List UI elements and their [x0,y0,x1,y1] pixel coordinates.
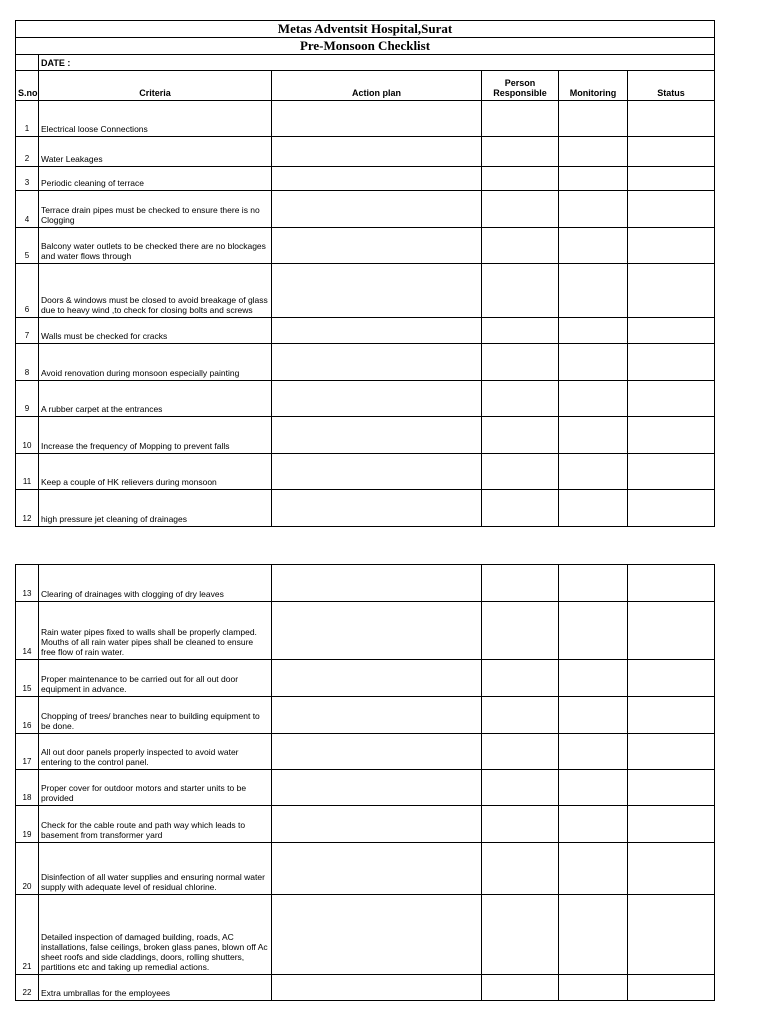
person-responsible-cell [482,697,559,734]
sno-cell: 7 [16,318,39,344]
table-row [16,565,715,602]
status-cell [628,381,715,417]
action-plan-cell [272,490,482,527]
person-responsible-cell [482,895,559,975]
sno-cell: 6 [16,264,39,318]
person-responsible-cell [482,381,559,417]
action-plan-cell [272,734,482,770]
sno-cell: 13 [16,565,39,602]
person-responsible-cell [482,565,559,602]
sno-cell: 3 [16,167,39,191]
person-responsible-cell [482,417,559,454]
status-cell [628,101,715,137]
hospital-title: Metas Adventsit Hospital,Surat [16,21,715,38]
status-cell [628,137,715,167]
criteria-cell: Terrace drain pipes must be checked to ensure there is no Clogging [39,191,272,228]
criteria-cell: Chopping of trees/ branches near to building equipment to be done. [39,697,272,734]
criteria-cell: Avoid renovation during monsoon especially painting [39,344,272,381]
criteria-cell: A rubber carpet at the entrances [39,381,272,417]
monitoring-cell [559,191,628,228]
table-row [16,191,715,228]
monitoring-cell [559,734,628,770]
monitoring-cell [559,770,628,806]
criteria-cell: Balcony water outlets to be checked there are no blockages and water flows through [39,228,272,264]
action-plan-cell [272,843,482,895]
table-row [16,454,715,490]
column-header-status: Status [628,71,715,101]
person-responsible-cell [482,167,559,191]
sno-cell: 10 [16,417,39,454]
action-plan-cell [272,167,482,191]
sno-cell: 2 [16,137,39,167]
table-row [16,806,715,843]
criteria-cell: Doors & windows must be closed to avoid breakage of glass due to heavy wind ,to check for closing bolts and screws [39,264,272,318]
action-plan-cell [272,228,482,264]
sno-cell: 12 [16,490,39,527]
status-cell [628,264,715,318]
person-responsible-cell [482,843,559,895]
sno-cell: 5 [16,228,39,264]
criteria-cell: Walls must be checked for cracks [39,318,272,344]
person-responsible-cell [482,490,559,527]
sno-cell: 20 [16,843,39,895]
monitoring-cell [559,381,628,417]
table-row [16,770,715,806]
table-row [16,228,715,264]
status-cell [628,191,715,228]
criteria-cell: All out door panels properly inspected to avoid water entering to the control panel. [39,734,272,770]
action-plan-cell [272,191,482,228]
monitoring-cell [559,101,628,137]
status-cell [628,602,715,660]
table-row [16,895,715,975]
sno-cell: 16 [16,697,39,734]
status-cell [628,697,715,734]
monitoring-cell [559,660,628,697]
sno-cell: 19 [16,806,39,843]
monitoring-cell [559,602,628,660]
criteria-cell: Increase the frequency of Mopping to prevent falls [39,417,272,454]
status-cell [628,454,715,490]
checklist-subtitle: Pre-Monsoon Checklist [16,38,715,55]
table-row [16,318,715,344]
table-row [16,660,715,697]
monitoring-cell [559,806,628,843]
action-plan-cell [272,381,482,417]
sno-cell: 17 [16,734,39,770]
status-cell [628,660,715,697]
table-row [16,344,715,381]
criteria-cell: Disinfection of all water supplies and ensuring normal water supply with adequate level of residual chlorine. [39,843,272,895]
table-row [16,381,715,417]
monitoring-cell [559,490,628,527]
sno-cell: 4 [16,191,39,228]
action-plan-cell [272,417,482,454]
action-plan-cell [272,895,482,975]
status-cell [628,344,715,381]
column-header-action-plan: Action plan [272,71,482,101]
action-plan-cell [272,318,482,344]
person-responsible-cell [482,318,559,344]
sno-cell: 22 [16,975,39,1001]
date-spacer-cell [16,55,39,71]
action-plan-cell [272,137,482,167]
criteria-cell: Rain water pipes fixed to walls shall be properly clamped. Mouths of all rain water pipes shall be cleaned to ensure free flow of rain water. [39,602,272,660]
table-row [16,602,715,660]
sno-cell: 21 [16,895,39,975]
action-plan-cell [272,101,482,137]
action-plan-cell [272,565,482,602]
criteria-cell: Extra umbrallas for the employees [39,975,272,1001]
table-row [16,137,715,167]
criteria-cell: Check for the cable route and path way which leads to basement from transformer yard [39,806,272,843]
person-responsible-cell [482,806,559,843]
criteria-cell: Proper maintenance to be carried out for all out door equipment in advance. [39,660,272,697]
table-row [16,417,715,454]
monitoring-cell [559,417,628,454]
person-responsible-cell [482,975,559,1001]
status-cell [628,770,715,806]
status-cell [628,228,715,264]
table-row [16,264,715,318]
sno-cell: 11 [16,454,39,490]
table-row [16,167,715,191]
person-responsible-cell [482,770,559,806]
status-cell [628,490,715,527]
monitoring-cell [559,167,628,191]
action-plan-cell [272,806,482,843]
status-cell [628,895,715,975]
monitoring-cell [559,975,628,1001]
monitoring-cell [559,228,628,264]
status-cell [628,167,715,191]
monitoring-cell [559,318,628,344]
column-header-monitoring: Monitoring [559,71,628,101]
status-cell [628,417,715,454]
criteria-cell: Detailed inspection of damaged building, roads, AC installations, false ceilings, broken glass panes, blown off Ac sheet roofs and side claddings, doors, rolling shutters, partitions etc and taking up remedial actions. [39,895,272,975]
action-plan-cell [272,660,482,697]
column-header-sno: S.no [16,71,39,101]
sno-cell: 9 [16,381,39,417]
person-responsible-cell [482,602,559,660]
action-plan-cell [272,454,482,490]
criteria-cell: Water Leakages [39,137,272,167]
checklist-table-part2 [15,564,715,1001]
monitoring-cell [559,697,628,734]
monitoring-cell [559,137,628,167]
status-cell [628,843,715,895]
status-cell [628,806,715,843]
table-row [16,975,715,1001]
monitoring-cell [559,264,628,318]
monitoring-cell [559,344,628,381]
table-row [16,697,715,734]
monitoring-cell [559,895,628,975]
table-row [16,843,715,895]
checklist-table-part1 [15,20,715,527]
date-label: DATE : [39,55,715,71]
person-responsible-cell [482,660,559,697]
status-cell [628,565,715,602]
sno-cell: 18 [16,770,39,806]
action-plan-cell [272,697,482,734]
table-row [16,490,715,527]
column-header-person-responsible: Person Responsible [482,71,559,101]
table-row [16,101,715,137]
person-responsible-cell [482,344,559,381]
person-responsible-cell [482,734,559,770]
sno-cell: 1 [16,101,39,137]
person-responsible-cell [482,264,559,318]
criteria-cell: Periodic cleaning of terrace [39,167,272,191]
criteria-cell: Electrical loose Connections [39,101,272,137]
monitoring-cell [559,565,628,602]
criteria-cell: high pressure jet cleaning of drainages [39,490,272,527]
action-plan-cell [272,344,482,381]
action-plan-cell [272,602,482,660]
sno-cell: 14 [16,602,39,660]
person-responsible-cell [482,101,559,137]
table-row [16,734,715,770]
status-cell [628,734,715,770]
criteria-cell: Proper cover for outdoor motors and starter units to be provided [39,770,272,806]
criteria-cell: Keep a couple of HK relievers during monsoon [39,454,272,490]
status-cell [628,975,715,1001]
monitoring-cell [559,454,628,490]
monitoring-cell [559,843,628,895]
person-responsible-cell [482,454,559,490]
status-cell [628,318,715,344]
action-plan-cell [272,770,482,806]
person-responsible-cell [482,137,559,167]
person-responsible-cell [482,191,559,228]
sno-cell: 8 [16,344,39,381]
column-header-criteria: Criteria [39,71,272,101]
sno-cell: 15 [16,660,39,697]
action-plan-cell [272,975,482,1001]
person-responsible-cell [482,228,559,264]
action-plan-cell [272,264,482,318]
criteria-cell: Clearing of drainages with clogging of dry leaves [39,565,272,602]
